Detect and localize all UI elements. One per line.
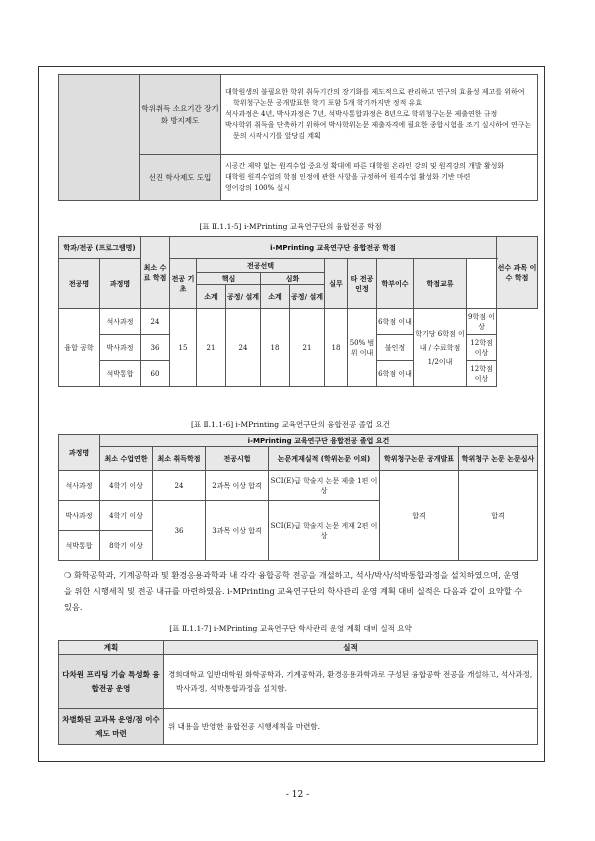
undergrad-cell: 6학점 이내 bbox=[377, 309, 414, 335]
header-course: 과정명 bbox=[59, 435, 100, 471]
header-process: 공정/ 설계 bbox=[290, 285, 325, 309]
years-cell: 4학기 이상 bbox=[100, 501, 153, 531]
bullet-list bbox=[221, 75, 538, 155]
table7 bbox=[58, 640, 538, 745]
min-cell: 36 bbox=[141, 335, 170, 361]
min-cell: 60 bbox=[141, 361, 170, 387]
bullet-item: 박사학위 취득을 단축하기 위하여 박사학위논문 제출자격에 필요한 종합시험을 조기 실시하여 연구논문의 시작시기를 앞당김 계획 bbox=[225, 121, 532, 140]
table6 bbox=[58, 434, 538, 561]
value-cell: 21 bbox=[290, 309, 325, 387]
course-cell: 석박통합 bbox=[59, 531, 100, 561]
header-prereq: 선수 과목 이수 학점 bbox=[497, 237, 538, 309]
header-dept: 학과/전공 (프로그램명) bbox=[59, 237, 141, 259]
value-cell: 21 bbox=[197, 309, 226, 387]
credit-cell: 36 bbox=[153, 501, 206, 561]
value-cell: 15 bbox=[170, 309, 197, 387]
bullet-item: 영어강의 100% 실시 bbox=[225, 184, 291, 192]
header-elective: 전공선택 bbox=[197, 259, 325, 273]
header-main: i-MPrinting 교육연구단 융합전공 학점 bbox=[170, 237, 497, 259]
plan-cell: 다차원 프리팅 기술 특성화 융합전공 운영 bbox=[59, 655, 164, 709]
course-cell: 박사과정 bbox=[100, 335, 141, 361]
course-cell: 석사과정 bbox=[59, 471, 100, 501]
table5-caption: [표 Ⅱ.1.1-5] i-MPrinting 교육연구단의 융합전공 학점 bbox=[199, 222, 382, 231]
bullet-item: 대학원 원격수업의 학점 인정에 관한 사항을 규정하여 원격수업 활성화 기반 마련 bbox=[225, 173, 471, 181]
header-subtotal: 소계 bbox=[261, 285, 290, 309]
years-cell: 4학기 이상 bbox=[100, 471, 153, 501]
header-present: 학위청구논문 공개발표 bbox=[380, 447, 459, 471]
header-exchange: 학점교류 bbox=[414, 259, 467, 309]
row-label: 선진 학사제도 도입 bbox=[140, 155, 221, 201]
review-cell: 합격 bbox=[459, 471, 538, 561]
plan-cell: 차별화된 교과목 운영/점 이수 제도 마련 bbox=[59, 709, 164, 745]
header-basic: 전공 기초 bbox=[170, 259, 197, 309]
header-process: 공정/ 설계 bbox=[226, 285, 261, 309]
major-cell: 융합 공학 bbox=[59, 309, 100, 387]
present-cell: 합격 bbox=[380, 471, 459, 561]
exam-cell: 2과목 이상 합격 bbox=[206, 471, 269, 501]
value-cell: 24 bbox=[226, 309, 261, 387]
result-cell bbox=[164, 709, 538, 745]
table6-caption: [표 Ⅱ.1.1-6] i-MPrinting 교육연구단의 융합전공 졸업 요건 bbox=[190, 420, 391, 429]
header-major: 전공명 bbox=[59, 259, 100, 309]
value-cell: 18 bbox=[325, 309, 348, 387]
page-number: - 12 - bbox=[285, 790, 310, 800]
exam-cell: 3과목 이상 합격 bbox=[206, 501, 269, 561]
summary-paragraph: ❍ 화학공학과, 기계공학과 및 환경응용과학과 내 각각 융합공학 전공을 개설하고, 석사/박사/석박통합과정을 설치하였으며, 운영을 위한 시행세칙 및 전공 내규를 마련하였음. i-MPrinting 교육연구단의 학사관리 운영 계획 대비 실적은 다음과 같이 요약할 수 있음. bbox=[64, 570, 523, 612]
prereq-cell: 12학점 이상 bbox=[467, 335, 497, 361]
header-undergrad: 학부이수 bbox=[377, 259, 414, 309]
paper-cell: SCI(E)급 학술지 논문 게재 2편 이상 bbox=[269, 501, 380, 561]
header-course: 과정명 bbox=[100, 259, 141, 309]
value-cell: 50% 범위 이내 bbox=[348, 309, 377, 387]
header-practice: 실무 bbox=[325, 259, 348, 309]
bullet-list bbox=[221, 155, 538, 201]
header-main: i-MPrinting 교육연구단 융합전공 졸업 요건 bbox=[100, 435, 538, 447]
header-min-credit: 최소 수료 학점 bbox=[141, 237, 170, 309]
header-exam: 전공시험 bbox=[206, 447, 269, 471]
header-core: 핵심 bbox=[197, 273, 261, 285]
prereq-cell: 12학점 이상 bbox=[467, 361, 497, 387]
bullet-item: 위 내용을 반영한 융합전공 시행세칙을 마련함. bbox=[168, 722, 320, 731]
credit-cell: 24 bbox=[153, 471, 206, 501]
row-label: 학위취득 소요기간 장기화 방지제도 bbox=[140, 75, 221, 155]
table7-caption: [표 Ⅱ.1.1-7] i-MPrinting 교육연구단 학사관리 운영 계획 대비 실적 요약 bbox=[169, 624, 412, 633]
bullet-item: 대학원생의 불필요한 학위 취득기간의 장기화를 제도적으로 관리하고 연구의 효율성 제고를 위하여 학위청구논문 공개발표한 학기 포함 5개 학기까지만 정적 유효 bbox=[225, 88, 525, 107]
undergrad-cell: 6학점 이내 bbox=[377, 361, 414, 387]
bullet-item: 석사과정은 4년, 박사과정은 7년, 석박사통합과정은 8년으로 학위청구논문 제출연한 규정 bbox=[225, 110, 498, 118]
header-paper: 논문게재실적 (학위논문 이외) bbox=[269, 447, 380, 471]
header-deep: 심화 bbox=[261, 273, 325, 285]
header-other: 타 전공 인정 bbox=[348, 259, 377, 309]
min-cell: 24 bbox=[141, 309, 170, 335]
header-subtotal: 소계 bbox=[197, 285, 226, 309]
years-cell: 8학기 이상 bbox=[100, 531, 153, 561]
header-review: 학위청구 논문 논문심사 bbox=[459, 447, 538, 471]
header-result: 실적 bbox=[164, 641, 538, 655]
bullet-item: 경희대학교 일반대학원 화학공학과, 기계공학과, 환경응용과학과로 구성된 융합공학 전공을 개설하고, 석사과정, 박사과정, 석박통합과정을 설치함. bbox=[168, 669, 533, 693]
value-cell: 18 bbox=[261, 309, 290, 387]
undergrad-cell: 불인정 bbox=[377, 335, 414, 361]
header-plan: 계획 bbox=[59, 641, 164, 655]
bullet-item: 시공간 제약 없는 원격수업 중요성 확대에 따른 대학원 온라인 강의 및 원격강의 개발 활성화 bbox=[225, 162, 505, 170]
exchange-cell: 학기당 6학점 이내 / 수료학점 1/2이내 bbox=[414, 309, 467, 387]
header-min-years: 최소 수업연한 bbox=[100, 447, 153, 471]
course-cell: 석박통합 bbox=[100, 361, 141, 387]
course-cell: 박사과정 bbox=[59, 501, 100, 531]
top-table bbox=[58, 74, 538, 201]
header-min-credit: 최소 취득학점 bbox=[153, 447, 206, 471]
course-cell: 석사과정 bbox=[100, 309, 141, 335]
table5 bbox=[58, 236, 538, 387]
paper-cell: SCI(E)급 학술지 논문 제출 1편 이상 bbox=[269, 471, 380, 501]
result-cell bbox=[164, 655, 538, 709]
prereq-cell: 9학점 이상 bbox=[467, 309, 497, 335]
